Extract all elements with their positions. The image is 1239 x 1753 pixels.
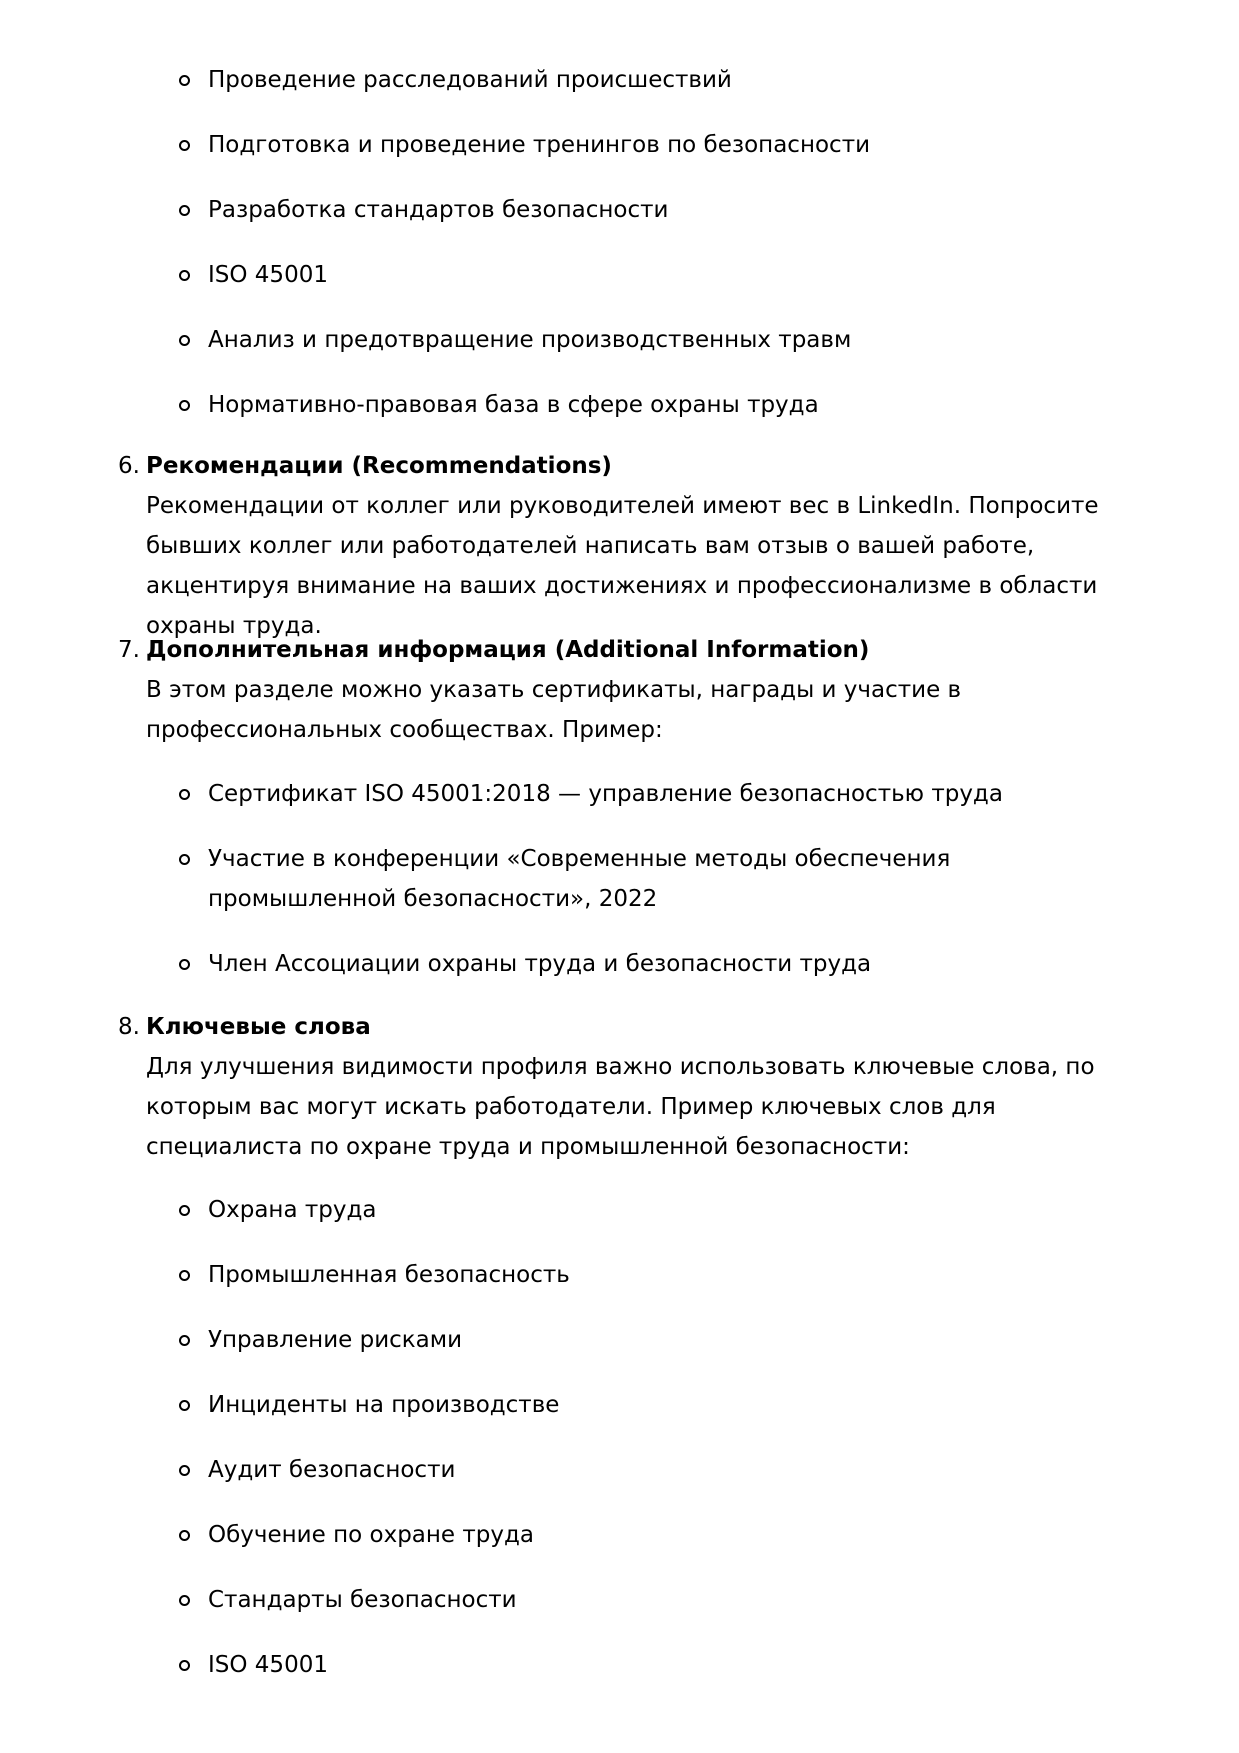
list-item-text: Аудит безопасности [208, 1457, 456, 1483]
list-item [0, 1515, 1239, 1555]
list-item [0, 1450, 1239, 1490]
top-bullet-list [0, 60, 1239, 425]
list-item [0, 1580, 1239, 1620]
bullet-icon [179, 1595, 190, 1606]
bullet-icon [179, 140, 190, 151]
list-item [0, 60, 1239, 100]
section-7-list-block [0, 774, 1239, 984]
section-body: Для улучшения видимости профиля важно использовать ключевые слова, по которым вас могут искать работодатели. Пример ключевых слов для специалиста по охране труда и промышленной безопасности: [146, 1054, 1095, 1160]
bullet-icon [179, 1530, 190, 1541]
bullet-icon [179, 789, 190, 800]
section-7-list [0, 774, 1239, 984]
list-item-text: Обучение по охране труда [208, 1522, 534, 1548]
bullet-icon [179, 854, 190, 865]
top-bullet-block [0, 60, 1239, 425]
list-item [0, 190, 1239, 230]
section-body: В этом разделе можно указать сертификаты, награды и участие в профессиональных сообществах. Пример: [146, 677, 962, 743]
list-item-text: Анализ и предотвращение производственных травм [208, 327, 852, 353]
bullet-icon [179, 75, 190, 86]
bullet-icon [179, 1465, 190, 1476]
list-item-text: ISO 45001 [208, 1652, 328, 1678]
section-heading: Дополнительная информация (Additional Information) [146, 637, 870, 663]
section-6 [0, 446, 1239, 646]
list-item [0, 839, 1239, 919]
list-item-text: Подготовка и проведение тренингов по безопасности [208, 132, 871, 158]
bullet-icon [179, 1335, 190, 1346]
list-item-text: Проведение расследований происшествий [208, 67, 732, 93]
list-item-text: Сертификат ISO 45001:2018 — управление безопасностью труда [208, 781, 1003, 807]
list-item [0, 125, 1239, 165]
list-item [0, 1190, 1239, 1230]
section-heading: Рекомендации (Recommendations) [146, 453, 612, 479]
list-item [0, 320, 1239, 360]
section-8-list [0, 1190, 1239, 1685]
section-body: Рекомендации от коллег или руководителей имеют вес в LinkedIn. Попросите бывших коллег или работодателей написать вам отзыв о вашей работе, акцентируя внимание на ваших достижениях и профессионализме в области охраны труда. [146, 493, 1099, 639]
list-item [0, 774, 1239, 814]
section-8-list-block [0, 1190, 1239, 1685]
section-number: 6. [118, 453, 140, 479]
bullet-icon [179, 400, 190, 411]
section-8 [0, 1007, 1239, 1167]
section-8-content [0, 1007, 1239, 1167]
list-item-text: Нормативно-правовая база в сфере охраны труда [208, 392, 819, 418]
list-item-text: Стандарты безопасности [208, 1587, 517, 1613]
list-item [0, 385, 1239, 425]
section-7-content [0, 630, 1239, 750]
bullet-icon [179, 1400, 190, 1411]
list-item [0, 255, 1239, 295]
bullet-icon [179, 1660, 190, 1671]
list-item-text: Участие в конференции «Современные методы обеспечения промышленной безопасности», 2022 [208, 846, 951, 912]
bullet-icon [179, 1205, 190, 1216]
section-6-content [0, 446, 1239, 646]
section-number: 7. [118, 637, 140, 663]
list-item [0, 1385, 1239, 1425]
list-item-text: Охрана труда [208, 1197, 377, 1223]
section-7 [0, 630, 1239, 750]
section-heading: Ключевые слова [146, 1014, 371, 1040]
list-item-text: Управление рисками [208, 1327, 463, 1353]
list-item [0, 944, 1239, 984]
list-item [0, 1320, 1239, 1360]
list-item-text: Член Ассоциации охраны труда и безопасности труда [208, 951, 872, 977]
bullet-icon [179, 270, 190, 281]
list-item-text: Промышленная безопасность [208, 1262, 570, 1288]
list-item-text: Разработка стандартов безопасности [208, 197, 669, 223]
section-number: 8. [118, 1014, 140, 1040]
list-item-text: Инциденты на производстве [208, 1392, 560, 1418]
bullet-icon [179, 1270, 190, 1281]
list-item-text: ISO 45001 [208, 262, 328, 288]
bullet-icon [179, 205, 190, 216]
list-item [0, 1645, 1239, 1685]
bullet-icon [179, 959, 190, 970]
list-item [0, 1255, 1239, 1295]
bullet-icon [179, 335, 190, 346]
